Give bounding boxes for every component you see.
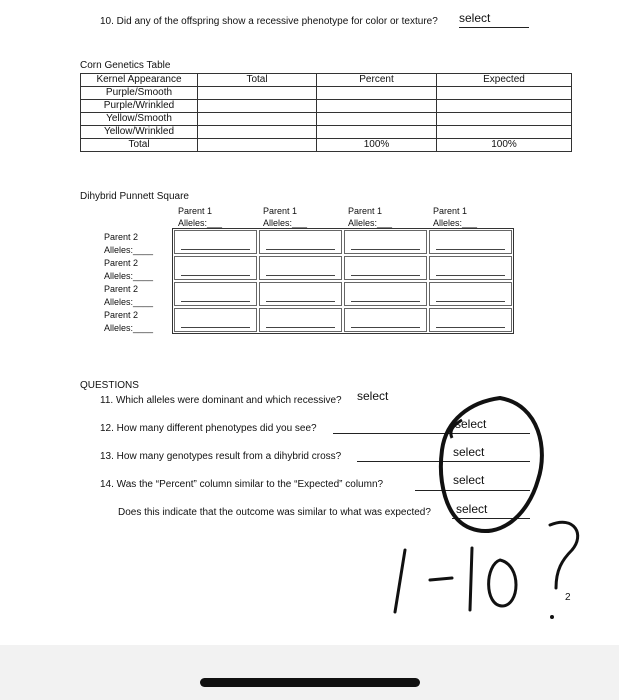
q13-select[interactable]: select bbox=[453, 445, 485, 459]
page-number: 2 bbox=[565, 592, 571, 603]
parent1-alleles[interactable]: Alleles:___ bbox=[263, 218, 308, 228]
total-expected: 100% bbox=[437, 139, 572, 152]
questions-heading: QUESTIONS bbox=[80, 380, 139, 391]
parent1-label: Parent 1 bbox=[348, 206, 383, 216]
home-indicator-bar[interactable] bbox=[200, 678, 420, 687]
handwritten-digit-0 bbox=[489, 560, 516, 606]
question-14: 14. Was the “Percent” column similar to the “Expected” column? bbox=[100, 479, 384, 490]
row-label: Purple/Wrinkled bbox=[81, 100, 198, 113]
punnett-title: Dihybrid Punnett Square bbox=[80, 191, 189, 202]
parent2-label: Parent 2 bbox=[104, 284, 139, 294]
parent2-label: Parent 2 bbox=[104, 232, 139, 242]
header-kernel: Kernel Appearance bbox=[81, 74, 198, 87]
q11-select[interactable]: select bbox=[357, 389, 389, 403]
parent1-label: Parent 1 bbox=[433, 206, 468, 216]
bottom-margin bbox=[0, 645, 619, 700]
q12-select[interactable]: select bbox=[455, 417, 487, 431]
total-percent: 100% bbox=[317, 139, 437, 152]
parent1-alleles[interactable]: Alleles:___ bbox=[348, 218, 393, 228]
question-13: 13. How many genotypes result from a dihybrid cross? bbox=[100, 451, 342, 462]
handwritten-digit-1 bbox=[395, 550, 405, 612]
question-14b: Does this indicate that the outcome was similar to what was expected? bbox=[118, 507, 431, 518]
parent2-alleles[interactable]: Alleles:____ bbox=[104, 271, 154, 281]
q10-select[interactable]: select bbox=[459, 11, 491, 25]
parent1-alleles[interactable]: Alleles:___ bbox=[178, 218, 223, 228]
handwritten-dash bbox=[430, 578, 452, 580]
question-12: 12. How many different phenotypes did you see? bbox=[100, 423, 317, 434]
question-11: 11. Which alleles were dominant and which recessive? bbox=[100, 395, 342, 406]
row-label: Yellow/Wrinkled bbox=[81, 126, 198, 139]
parent2-alleles[interactable]: Alleles:____ bbox=[104, 323, 154, 333]
q14b-select[interactable]: select bbox=[456, 502, 488, 516]
parent1-label: Parent 1 bbox=[263, 206, 298, 216]
header-total: Total bbox=[198, 74, 317, 87]
header-percent: Percent bbox=[317, 74, 437, 87]
row-label: Purple/Smooth bbox=[81, 87, 198, 100]
q14-select[interactable]: select bbox=[453, 473, 485, 487]
handwritten-oval bbox=[441, 398, 542, 531]
handwritten-question-dot bbox=[550, 615, 554, 619]
header-expected: Expected bbox=[437, 74, 572, 87]
parent2-alleles[interactable]: Alleles:____ bbox=[104, 297, 154, 307]
total-label: Total bbox=[81, 139, 198, 152]
handwritten-question-mark bbox=[550, 522, 578, 588]
parent2-label: Parent 2 bbox=[104, 258, 139, 268]
parent1-label: Parent 1 bbox=[178, 206, 213, 216]
parent2-alleles[interactable]: Alleles:____ bbox=[104, 245, 154, 255]
question-10: 10. Did any of the offspring show a recessive phenotype for color or texture? bbox=[100, 16, 438, 27]
corn-table-title: Corn Genetics Table bbox=[80, 60, 171, 71]
row-label: Yellow/Smooth bbox=[81, 113, 198, 126]
parent2-label: Parent 2 bbox=[104, 310, 139, 320]
parent1-alleles[interactable]: Alleles:___ bbox=[433, 218, 478, 228]
handwritten-digit-1b bbox=[470, 548, 472, 610]
